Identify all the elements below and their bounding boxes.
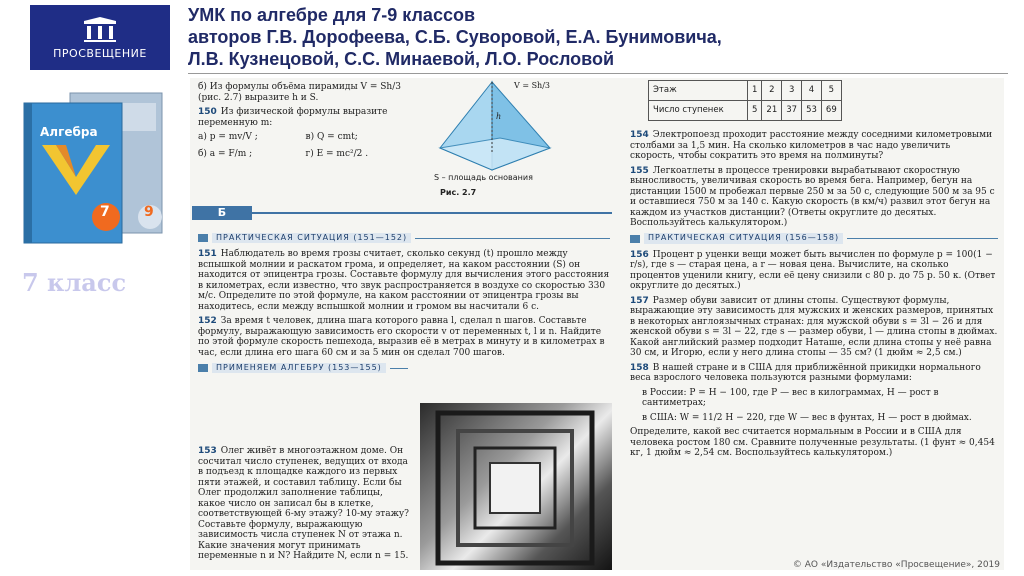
copyright-notice: © АО «Издательство «Просвещение», 2019 <box>792 560 1000 570</box>
section-header-practical-2 <box>630 233 998 245</box>
title-line-3: Л.В. Кузнецовой, С.С. Минаевой, Л.О. Рословой <box>188 49 615 69</box>
table-header-steps: Число ступенек <box>649 101 748 121</box>
task-number: 151 <box>198 249 217 259</box>
section-badge: Б <box>192 206 252 220</box>
task-text: В нашей стране и в США для приближённой прикидки нормального веса взрослого человека пользуются разными формулами: <box>630 362 981 383</box>
figure-h-label: h <box>496 112 502 121</box>
task-157 <box>630 296 998 359</box>
task-number: 150 <box>198 107 217 117</box>
pyramid-icon <box>430 78 610 183</box>
grade-label: 7 класс <box>22 268 127 297</box>
task-text: Электропоезд проходит расстояние между соседними километровыми столбами за 1,5 мин. На сколько километров в час надо увеличить скорость, чтобы сократить это время на полминуты? <box>630 130 993 161</box>
table-cell: 4 <box>802 81 822 101</box>
table-row <box>649 81 842 101</box>
figure-formula: V = Sh/3 <box>514 81 550 90</box>
publisher-logo <box>30 5 170 70</box>
section-header-practical-1 <box>198 232 610 244</box>
task-150 <box>198 107 413 128</box>
table-header-floor: Этаж <box>649 81 748 101</box>
header-divider <box>188 73 1008 74</box>
left-bottom-block <box>198 446 413 566</box>
book-grade-front: 7 <box>100 204 110 220</box>
table-cell: 69 <box>821 101 841 121</box>
task-number: 155 <box>630 165 649 176</box>
task-number: 152 <box>198 316 217 326</box>
item-b: б) a = F/m ; <box>198 148 253 159</box>
task-154 <box>630 130 998 162</box>
badge-divider <box>252 212 612 214</box>
left-middle-block <box>198 228 610 379</box>
task-number: 158 <box>630 362 649 373</box>
table-cell: 1 <box>748 81 762 101</box>
table-cell: 37 <box>782 101 802 121</box>
task-156 <box>630 250 998 292</box>
table-row <box>649 101 842 121</box>
logo-text: ПРОСВЕЩЕНИЕ <box>53 47 147 60</box>
table-cell: 3 <box>782 81 802 101</box>
task-151 <box>198 249 610 312</box>
task-text: Из физической формулы выразите переменную m: <box>198 107 388 128</box>
task-158-usa: в США: W = 11/2 H − 220, где W — вес в фунтах, H — рост в дюймах. <box>642 412 972 423</box>
task-text: Процент p уценки вещи может быть вычислен по формуле p = 100(1 − r/s), где s — старая цена, а r — новая цена. Вычислите, на сколько процентов уценили книгу, если её цену снизили с 80 р. до 75 р. 50 к. (Ответ округлите до десятых.) <box>630 249 996 291</box>
item-a: а) p = mv/V ; <box>198 132 258 142</box>
task-158 <box>630 363 998 384</box>
task-150-intro: б) Из формулы объёма пирамиды V = Sh/3 (рис. 2.7) выразите h и S. <box>198 82 401 103</box>
task-152 <box>198 316 610 358</box>
task-text: Размер обуви зависит от длины стопы. Существуют формулы, выражающие эту зависимость для мужских и женских размеров, принятых в некоторых англоязычных странах: для мужской обуви s = 3l − 26 и для женской обуви s = 3l − 22, где s — размер обуви, l — длина стопы в дюймах. Какой английский размер подходит Наташе, если длина стопы у неё равна 30 см, и Игорю, если у него длина стопы — 35 см? (1 дюйм ≈ 2,5 см.) <box>630 295 998 358</box>
task-number: 153 <box>198 446 217 456</box>
textbook-spread <box>190 78 1004 570</box>
section-header-algebra <box>198 362 408 374</box>
task-number: 156 <box>630 249 649 260</box>
section-label: ПРАКТИЧЕСКАЯ СИТУАЦИЯ (156—158) <box>644 233 843 244</box>
task-153 <box>198 446 413 562</box>
steps-table <box>648 80 842 121</box>
section-label: ПРИМЕНЯЕМ АЛГЕБРУ (153—155) <box>212 363 386 374</box>
right-page <box>630 130 998 463</box>
task-number: 154 <box>630 130 649 140</box>
task-155 <box>630 166 998 229</box>
task-text: Олег живёт в многоэтажном доме. Он сосчитал число ступенек, ведущих от входа в подъезд к площадке каждого из первых пяти этажей, и составил таблицу. Если бы Олег продолжил заполнение таблицы, какое число он записал бы в клетке, соответствующей 6-му этажу? 10-му этажу? Составьте формулу, выражающую зависимость числа ступенек N от этажа n. Какие значения могут принимать переменные n и N? Найдите N, если n = 15. <box>198 446 410 561</box>
table-cell: 2 <box>762 81 782 101</box>
figure-caption: Рис. 2.7 <box>440 188 477 197</box>
task-text: Наблюдатель во время грозы считает, сколько секунд (t) прошло между вспышкой молнии и раскатом грома, и определяет, на каком расстоянии (S) он находится от эпицентра грозы. Составьте формулу для вычисления этого расстояния в километрах, если известно, что звук распространяется в воздухе со скоростью 330 м/с. Определите по этой формуле, на каком расстоянии от эпицентра грозы вы находитесь, если между вспышкой молнии и громом вы насчитали 6 с. <box>198 249 610 312</box>
section-label: ПРАКТИЧЕСКАЯ СИТУАЦИЯ (151—152) <box>212 233 411 244</box>
logo-emblem-icon <box>82 15 118 43</box>
item-g: г) E = mc²/2 . <box>305 148 369 159</box>
book-title: Алгебра <box>40 125 98 139</box>
task-158-question: Определите, какой вес считается нормальным в России и в США для человека ростом 180 см. Сравните полученные результаты. (1 фунт ≈ 0,454 кг, 1 дюйм ≈ 2,54 см. Воспользуйтесь калькулятором.) <box>630 427 995 458</box>
title-line-1: УМК по алгебре для 7-9 классов <box>188 5 476 25</box>
task-150-items <box>198 132 413 159</box>
table-cell: 53 <box>802 101 822 121</box>
book-grade-back: 9 <box>144 204 154 220</box>
page-title <box>188 4 1008 70</box>
left-top-block <box>198 82 413 159</box>
textbook-covers <box>10 85 170 245</box>
staircase-photo <box>420 403 612 570</box>
task-text: Легкоатлеты в процессе тренировки вырабатывают скоростную выносливость, увеличивая скорость во время бега. Например, бегун на дистанции 1500 м пробежал первые 250 м за 50 с, следующие 500 м за 95 с и оставшиеся 750 м за 140 с. Какую скорость (в км/ч) развил этот бегун на каждом из участков дистанции? (Ответы округлите до десятых. Воспользуйтесь калькулятором.) <box>630 165 995 228</box>
task-158-russia: в России: P = H − 100, где P — вес в килограммах, H — рост в сантиметрах; <box>642 387 939 408</box>
item-v: в) Q = cmt; <box>305 132 358 142</box>
title-line-2: авторов Г.В. Дорофеева, С.Б. Суворовой, Е.А. Бунимовича, <box>188 27 722 47</box>
task-text: За время t человек, длина шага которого равна l, сделал n шагов. Составьте формулу, выражающую зависимость его скорости v от переменных t, l и n. Найдите по этой формуле скорость пешехода, выразив её в метрах в минуту и в километрах в час, если длина его шага 60 см и за 5 мин он сделал 700 шагов. <box>198 316 605 358</box>
table-cell: 5 <box>821 81 841 101</box>
table-cell: 5 <box>748 101 762 121</box>
pyramid-figure <box>430 78 610 203</box>
table-cell: 21 <box>762 101 782 121</box>
task-number: 157 <box>630 295 649 306</box>
figure-s-label: S – площадь основания <box>434 173 533 182</box>
